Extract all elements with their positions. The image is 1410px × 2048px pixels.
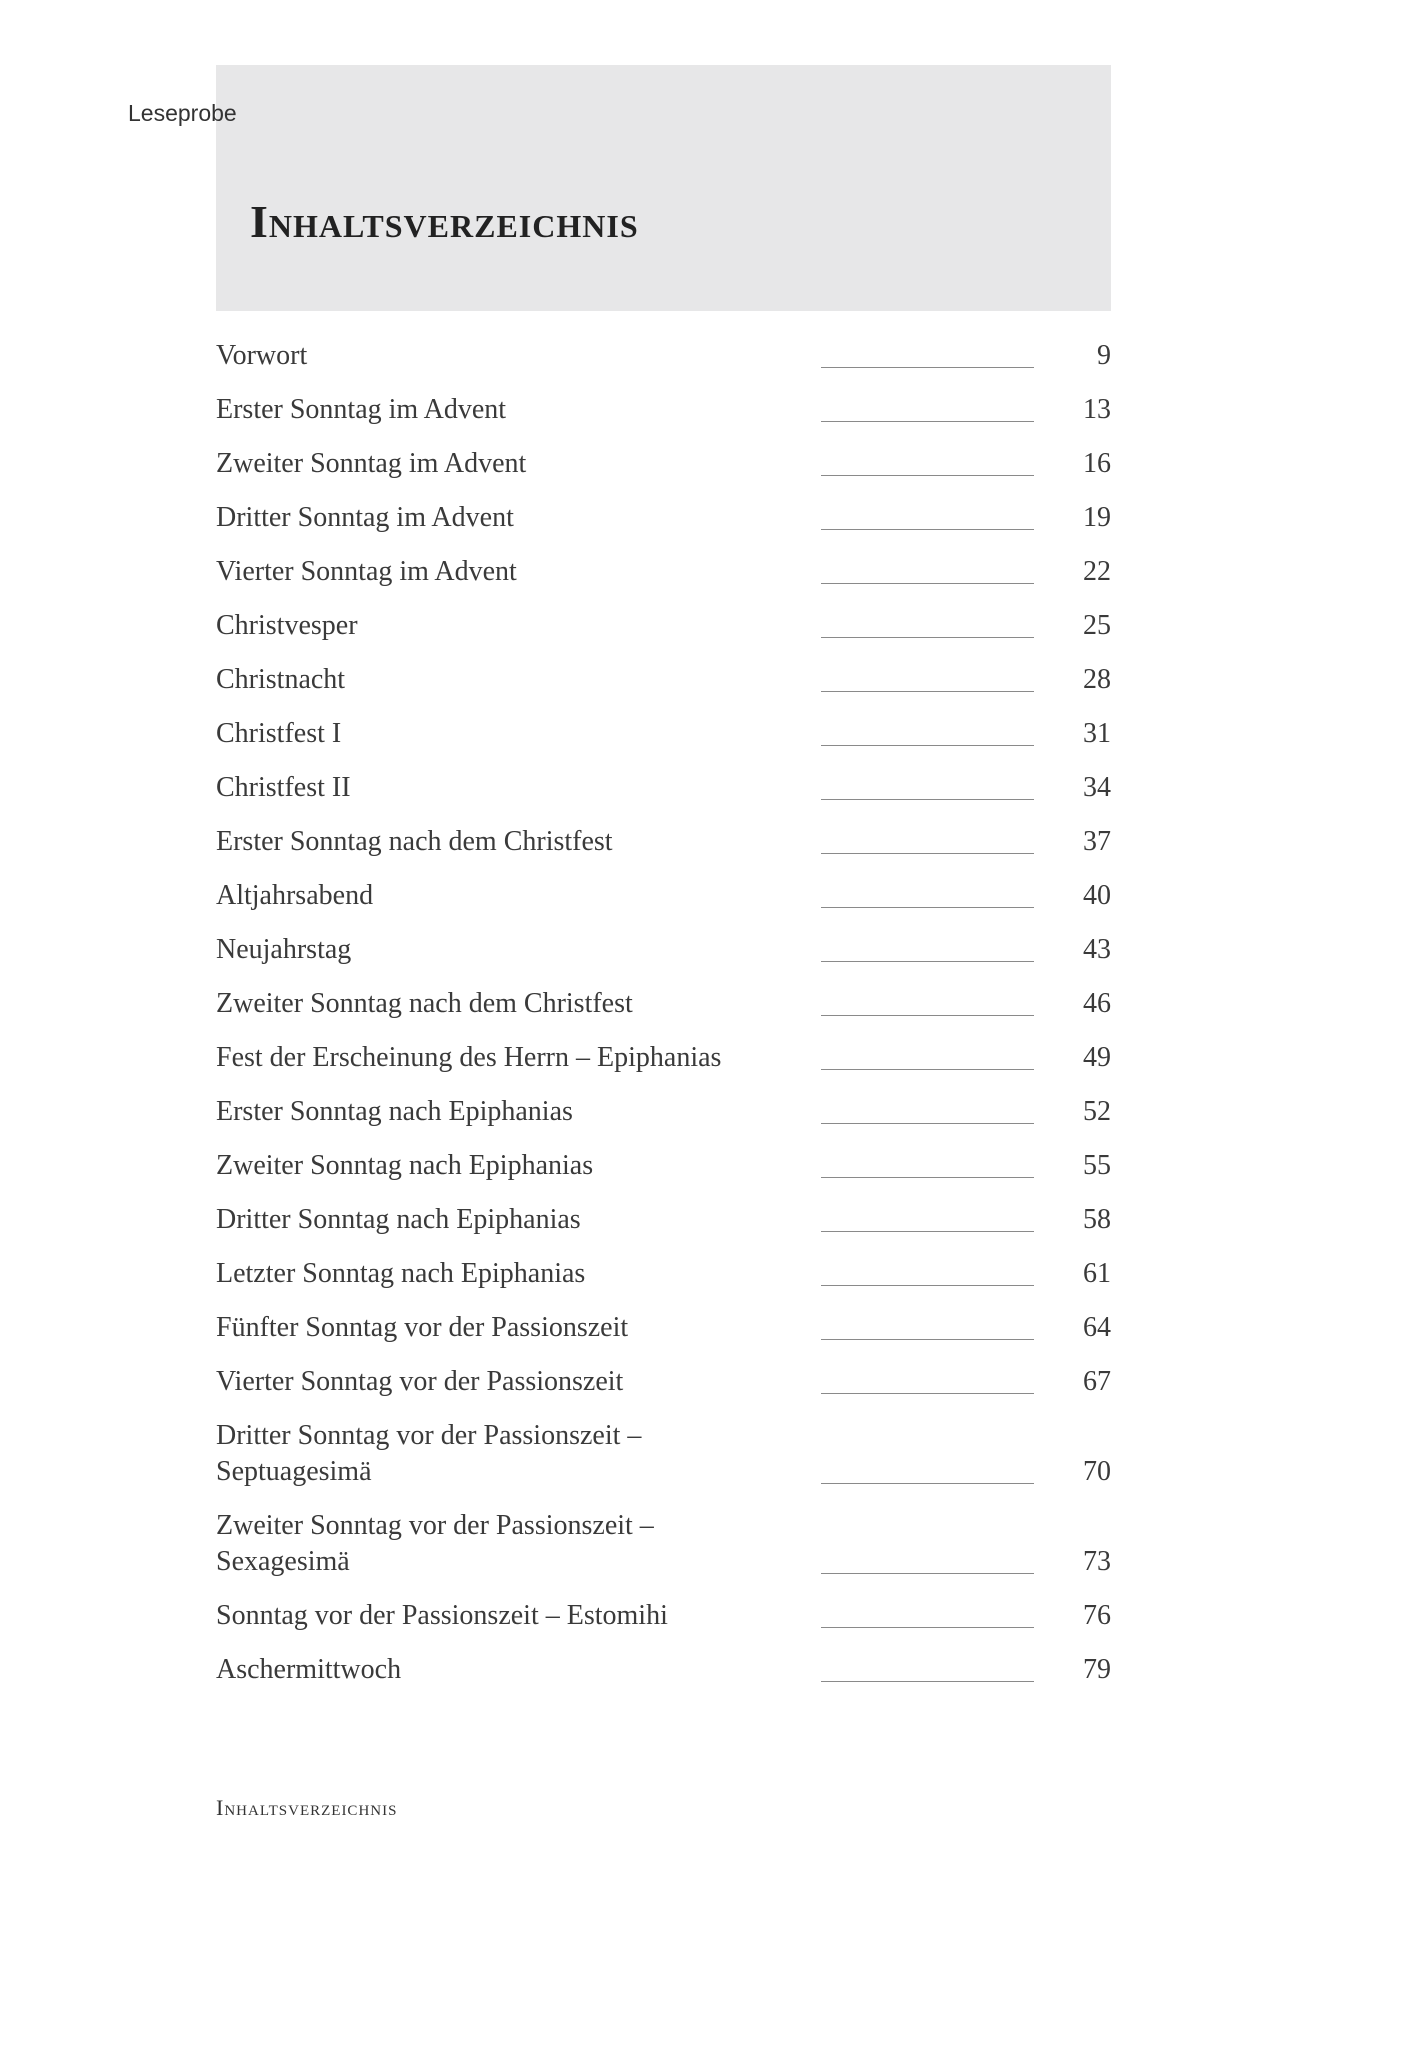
toc-entry-page: 34 [1083,772,1111,803]
toc-entry-page: 9 [1097,340,1111,371]
toc-entry[interactable] [216,878,1111,914]
toc-entry-page: 67 [1083,1366,1111,1397]
toc-entry-title: Aschermittwoch [216,1654,402,1685]
toc-entry-title: Fünfter Sonntag vor der Passionszeit [216,1312,629,1343]
toc-leader-line [821,1015,1034,1016]
toc-leader-line [821,367,1034,368]
toc-leader-line [821,691,1034,692]
toc-entry[interactable] [216,662,1111,698]
table-of-contents [216,338,1111,1706]
toc-entry-page: 19 [1083,502,1111,533]
toc-entry-title: Vierter Sonntag im Advent [216,556,517,587]
toc-entry-page: 58 [1083,1204,1111,1235]
header-box [216,65,1111,311]
toc-entry[interactable] [216,1418,1111,1490]
toc-leader-line [821,529,1034,530]
toc-entry-page: 40 [1083,880,1111,911]
toc-entry-title: Christfest II [216,772,351,803]
toc-leader-line [821,961,1034,962]
toc-entry-title: Christvesper [216,610,358,641]
toc-entry-title: Zweiter Sonntag vor der Passionszeit – Sexagesimä [216,1510,654,1577]
toc-entry-title: Zweiter Sonntag nach Epiphanias [216,1150,594,1181]
toc-entry-title: Dritter Sonntag im Advent [216,502,514,533]
toc-leader-line [821,637,1034,638]
toc-entry[interactable] [216,554,1111,590]
toc-entry-page: 37 [1083,826,1111,857]
toc-entry-title: Letzter Sonntag nach Epiphanias [216,1258,586,1289]
toc-leader-line [821,745,1034,746]
toc-entry-page: 79 [1083,1654,1111,1685]
toc-entry[interactable] [216,1094,1111,1130]
toc-entry[interactable] [216,986,1111,1022]
toc-entry-title: Sonntag vor der Passionszeit – Estomihi [216,1600,668,1631]
toc-entry-page: 73 [1083,1546,1111,1577]
toc-entry-title: Erster Sonntag im Advent [216,394,507,425]
footer-running-title: Inhaltsverzeichnis [216,1795,398,1820]
toc-entry-title: Zweiter Sonntag nach dem Christfest [216,988,633,1019]
toc-leader-line [821,1231,1034,1232]
toc-leader-line [821,1285,1034,1286]
toc-leader-line [821,1177,1034,1178]
toc-leader-line [821,1627,1034,1628]
toc-entry-page: 43 [1083,934,1111,965]
toc-entry-page: 61 [1083,1258,1111,1289]
toc-entry-title: Fest der Erscheinung des Herrn – Epiphanias [216,1042,722,1073]
toc-entry-page: 13 [1083,394,1111,425]
toc-leader-line [821,421,1034,422]
toc-entry[interactable] [216,446,1111,482]
toc-entry-page: 31 [1083,718,1111,749]
toc-entry[interactable] [216,716,1111,752]
toc-entry-page: 64 [1083,1312,1111,1343]
toc-entry-title: Zweiter Sonntag im Advent [216,448,527,479]
toc-entry[interactable] [216,1598,1111,1634]
toc-entry-title: Christfest I [216,718,342,749]
toc-entry[interactable] [216,1040,1111,1076]
toc-leader-line [821,1483,1034,1484]
toc-entry-page: 16 [1083,448,1111,479]
toc-leader-line [821,1069,1034,1070]
toc-entry-page: 25 [1083,610,1111,641]
toc-leader-line [821,1339,1034,1340]
toc-entry[interactable] [216,1310,1111,1346]
toc-entry-page: 52 [1083,1096,1111,1127]
page-title: Inhaltsverzeichnis [250,196,639,247]
toc-entry[interactable] [216,608,1111,644]
leseprobe-label: Leseprobe [128,100,237,126]
toc-entry-page: 70 [1083,1456,1111,1487]
toc-entry[interactable] [216,824,1111,860]
toc-entry[interactable] [216,770,1111,806]
toc-leader-line [821,907,1034,908]
toc-entry[interactable] [216,1652,1111,1688]
toc-entry[interactable] [216,392,1111,428]
toc-entry-title: Neujahrstag [216,934,352,965]
toc-entry-title: Dritter Sonntag nach Epiphanias [216,1204,581,1235]
toc-leader-line [821,475,1034,476]
toc-entry-page: 49 [1083,1042,1111,1073]
toc-leader-line [821,799,1034,800]
toc-leader-line [821,1123,1034,1124]
toc-leader-line [821,1393,1034,1394]
toc-entry-title: Vierter Sonntag vor der Passionszeit [216,1366,624,1397]
toc-entry[interactable] [216,500,1111,536]
toc-entry[interactable] [216,1256,1111,1292]
toc-entry-page: 76 [1083,1600,1111,1631]
toc-entry[interactable] [216,338,1111,374]
toc-entry-title: Dritter Sonntag vor der Passionszeit – Septuagesimä [216,1420,642,1487]
toc-entry[interactable] [216,1202,1111,1238]
toc-entry-title: Christnacht [216,664,346,695]
toc-entry-page: 55 [1083,1150,1111,1181]
toc-entry-title: Vorwort [216,340,308,371]
toc-entry[interactable] [216,932,1111,968]
toc-entry-page: 22 [1083,556,1111,587]
toc-leader-line [821,1573,1034,1574]
toc-entry[interactable] [216,1364,1111,1400]
toc-entry-title: Erster Sonntag nach dem Christfest [216,826,613,857]
toc-entry-page: 28 [1083,664,1111,695]
toc-leader-line [821,1681,1034,1682]
toc-entry[interactable] [216,1508,1111,1580]
toc-entry[interactable] [216,1148,1111,1184]
toc-entry-title: Altjahrsabend [216,880,374,911]
toc-entry-page: 46 [1083,988,1111,1019]
toc-entry-title: Erster Sonntag nach Epiphanias [216,1096,573,1127]
toc-leader-line [821,853,1034,854]
toc-leader-line [821,583,1034,584]
